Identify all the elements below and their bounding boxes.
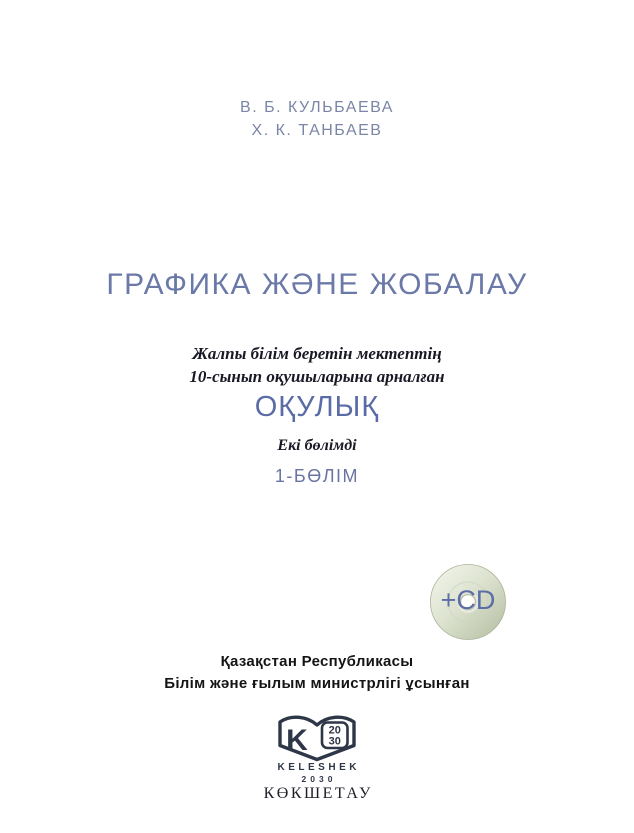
logo-letter: K [286,724,308,757]
part-number-label: 1-БӨЛІМ [274,466,360,486]
city-name: КӨКШЕТАУ [263,785,373,802]
author-name: В. Б. КУЛЬБАЕВА [240,99,394,116]
parts-note: Екі бөлімді [277,437,357,454]
book-type-label: ОҚУЛЫҚ [254,391,380,423]
subtitle-line: Жалпы білім беретін мектептің [192,344,442,363]
author-name: Х. К. ТАНБАЕВ [251,122,383,139]
logo-year-top: 20 [328,724,341,737]
open-book-icon [276,713,358,763]
subtitle-block [0,342,634,388]
subtitle-line: 10-сынып оқушыларына арналған [189,367,445,386]
ministry-approval-block [0,651,634,695]
ministry-line: Қазақстан Республикасы [220,653,414,670]
logo-year-bottom: 30 [328,735,341,748]
publisher-year: 2030 [301,774,337,784]
cd-disc-icon [428,562,508,642]
cd-plus-label: +CD [440,585,496,615]
book-title: ГРАФИКА ЖӘНЕ ЖОБАЛАУ [106,268,528,301]
publisher-name: KELESHEK [277,762,360,773]
publisher-logo [276,713,358,763]
ministry-line: Білім және ғылым министрлігі ұсынған [164,675,470,692]
authors-block [0,96,634,142]
